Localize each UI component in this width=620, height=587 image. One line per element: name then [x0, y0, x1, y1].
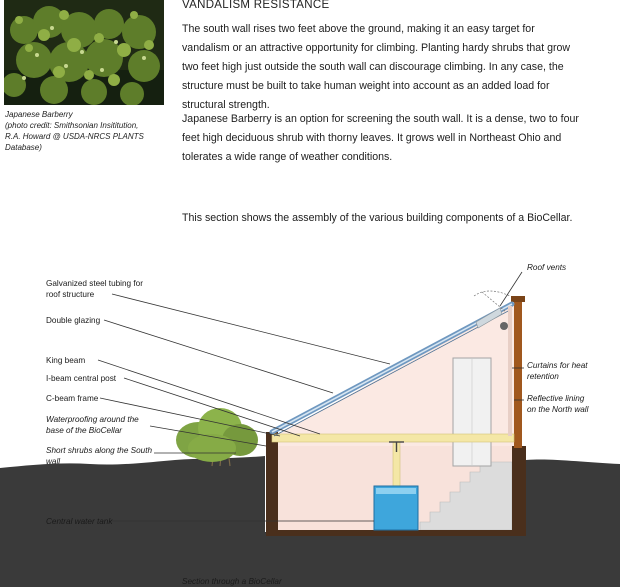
- label-waterproofing: Waterproofing around the: [46, 415, 139, 424]
- diagram-intro: This section shows the assembly of the various building components of a BioCellar.: [182, 212, 573, 224]
- label-water-tank: Central water tank: [46, 517, 113, 526]
- leader-galvanized: [112, 294, 390, 364]
- caption-line: R.A. Howard @ USDA-NRCS PLANTS: [5, 132, 144, 141]
- north-post: [514, 300, 522, 448]
- diagram-caption: Section through a BioCellar: [182, 577, 282, 586]
- floor-slab: [266, 530, 526, 536]
- caption-line: Japanese Barberry: [5, 110, 73, 119]
- south-wall: [266, 432, 278, 536]
- label-c-beam: C-beam frame: [46, 394, 99, 403]
- barberry-photo: [4, 0, 164, 105]
- paragraph-barberry: [182, 110, 602, 167]
- label-galvanized-2: roof structure: [46, 290, 95, 299]
- paragraph-line: Japanese Barberry is an option for screening the south wall. It is a dense, two to four: [182, 113, 579, 125]
- paragraph-line: structural strength.: [182, 99, 270, 111]
- ground-under-cellar: [265, 532, 526, 587]
- north-wall: [512, 446, 526, 536]
- photo-caption: [5, 109, 175, 153]
- paragraph-line: vandalism or an attractive opportunity for climbing. Planting hardy shrubs that grow: [182, 42, 571, 54]
- paragraph-line: structure must be built to take human weight into account as an added load for: [182, 80, 550, 92]
- label-curtains: Curtains for heat: [527, 361, 588, 370]
- label-reflective-2: on the North wall: [527, 405, 589, 414]
- biocellar-section-diagram: [0, 240, 620, 587]
- heat-curtain: [508, 306, 512, 436]
- barberry-shrub-photo-icon: [4, 0, 164, 105]
- paragraph-line: The south wall rises two feet above the ground, making it an easy target for: [182, 23, 535, 35]
- label-curtains-2: retention: [527, 372, 559, 381]
- label-galvanized: Galvanized steel tubing for: [46, 279, 143, 288]
- label-double-glazing: Double glazing: [46, 316, 101, 325]
- leader-glazing: [104, 320, 333, 393]
- label-shrubs-2: wall: [46, 457, 61, 466]
- ground-right: [526, 459, 620, 587]
- label-waterproofing-2: base of the BioCellar: [46, 426, 123, 435]
- label-shrubs: Short shrubs along the South: [46, 446, 153, 455]
- paragraph-line: feet high deciduous shrub with thorny leaves. It grows well in Northeast Ohio and: [182, 132, 562, 144]
- label-i-beam: I-beam central post: [46, 374, 117, 383]
- label-roof-vents: Roof vents: [527, 263, 567, 272]
- king-beam: [272, 434, 514, 442]
- paragraph-line: tolerates a wide range of weather conditions.: [182, 151, 393, 163]
- ground-left: [0, 456, 265, 587]
- paragraph-vandalism: [182, 20, 602, 115]
- label-king-beam: King beam: [46, 356, 86, 365]
- paragraph-line: two feet high just outside the south wall can discourage climbing. In any case, the: [182, 61, 564, 73]
- label-reflective: Reflective lining: [527, 394, 585, 403]
- section-heading: VANDALISM RESISTANCE: [182, 0, 330, 11]
- caption-line: (photo credit: Smithsonian Insititution,: [5, 121, 139, 130]
- caption-line: Database): [5, 143, 42, 152]
